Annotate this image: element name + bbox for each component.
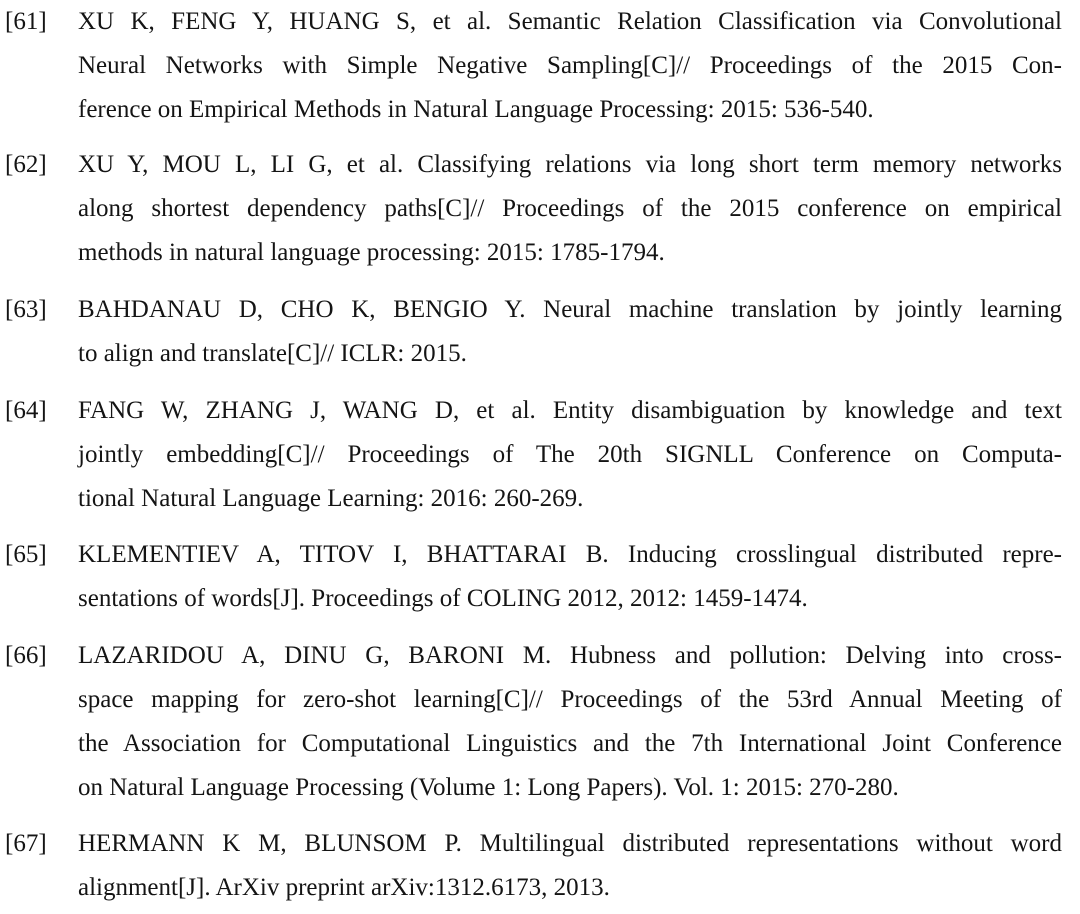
reference-number: [64] bbox=[5, 397, 47, 424]
reference-line: XU K, FENG Y, HUANG S, et al. Semantic Relation Classification via Convolutional bbox=[78, 8, 1062, 35]
reference-line: HERMANN K M, BLUNSOM P. Multilingual distributed representations without word bbox=[78, 830, 1062, 857]
reference-line: XU Y, MOU L, LI G, et al. Classifying relations via long short term memory networks bbox=[78, 151, 1062, 178]
reference-line: BAHDANAU D, CHO K, BENGIO Y. Neural machine translation by jointly learning bbox=[78, 296, 1062, 323]
reference-number: [61] bbox=[5, 8, 47, 35]
reference-line: LAZARIDOU A, DINU G, BARONI M. Hubness and pollution: Delving into cross- bbox=[78, 642, 1062, 669]
reference-line: FANG W, ZHANG J, WANG D, et al. Entity disambiguation by knowledge and text bbox=[78, 397, 1062, 424]
reference-line: sentations of words[J]. Proceedings of COLING 2012, 2012: 1459-1474. bbox=[78, 585, 808, 612]
reference-line: space mapping for zero-shot learning[C]// Proceedings of the 53rd Annual Meeting of bbox=[78, 686, 1062, 713]
reference-line: jointly embedding[C]// Proceedings of The 20th SIGNLL Conference on Computa- bbox=[78, 441, 1062, 468]
reference-line: methods in natural language processing: 2015: 1785-1794. bbox=[78, 239, 665, 266]
reference-line: alignment[J]. ArXiv preprint arXiv:1312.6173, 2013. bbox=[78, 874, 610, 901]
reference-line: to align and translate[C]// ICLR: 2015. bbox=[78, 340, 467, 367]
reference-line: Neural Networks with Simple Negative Sampling[C]// Proceedings of the 2015 Con- bbox=[78, 52, 1062, 79]
reference-number: [67] bbox=[5, 830, 47, 857]
reference-line: the Association for Computational Linguistics and the 7th International Joint Conference bbox=[78, 730, 1062, 757]
reference-line: KLEMENTIEV A, TITOV I, BHATTARAI B. Inducing crosslingual distributed repre- bbox=[78, 541, 1062, 568]
reference-number: [65] bbox=[5, 541, 47, 568]
reference-line: tional Natural Language Learning: 2016: 260-269. bbox=[78, 485, 584, 512]
reference-number: [63] bbox=[5, 296, 47, 323]
reference-line: on Natural Language Processing (Volume 1: Long Papers). Vol. 1: 2015: 270-280. bbox=[78, 774, 899, 801]
reference-number: [62] bbox=[5, 151, 47, 178]
reference-number: [66] bbox=[5, 642, 47, 669]
reference-line: along shortest dependency paths[C]// Proceedings of the 2015 conference on empirical bbox=[78, 195, 1062, 222]
reference-line: ference on Empirical Methods in Natural Language Processing: 2015: 536-540. bbox=[78, 96, 874, 123]
